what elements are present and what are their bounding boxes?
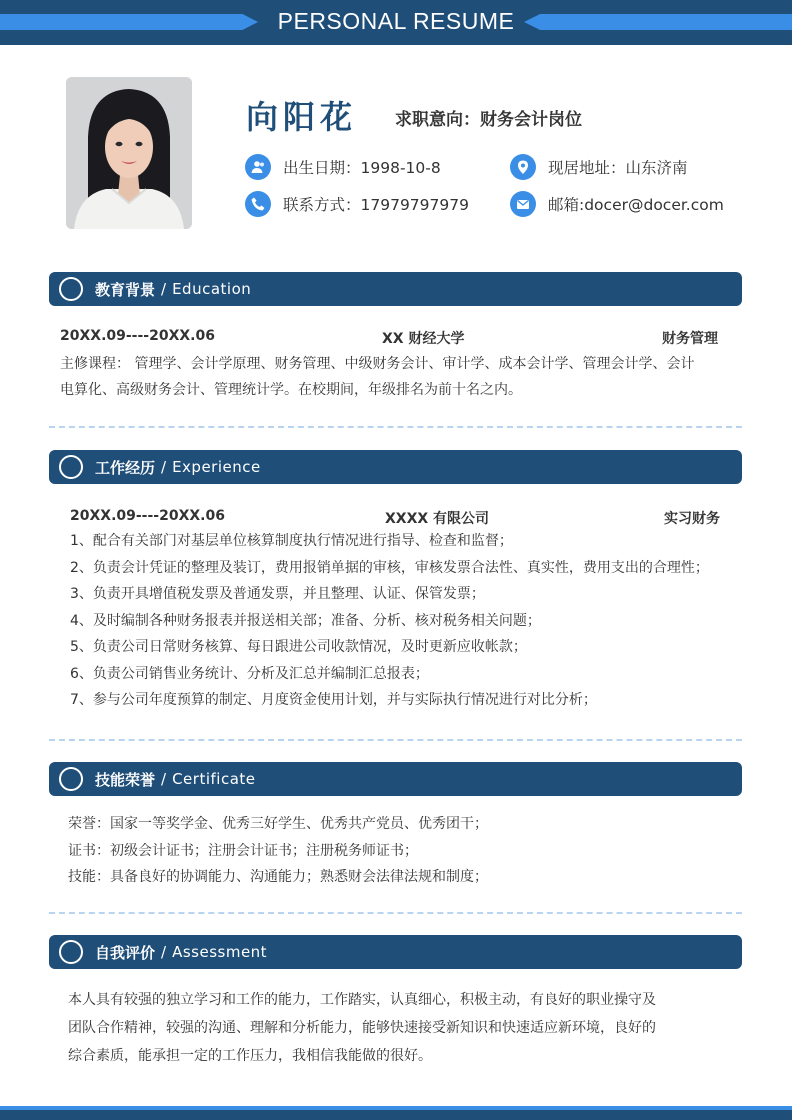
candidate-name: 向阳花: [246, 98, 358, 136]
education-school: XX 财经大学: [382, 331, 465, 347]
education-line: 电算化、高级财务会计、管理统计学。在校期间，年级排名为前十名之内。: [60, 382, 522, 398]
education-date: 20XX.09----20XX.06: [60, 328, 215, 344]
section-title-en: Certificate: [172, 770, 256, 788]
circle-icon: [59, 767, 83, 791]
education-line: 主修课程： 管理学、会计学原理、财务管理、中级财务会计、审计学、成本会计学、管理会计学、会计: [60, 356, 695, 372]
divider: [49, 912, 742, 914]
list-item: 7、参与公司年度预算的制定、月度资金使用计划，并与实际执行情况进行对比分析；: [70, 692, 597, 708]
divider: [49, 426, 742, 428]
birth-info: [245, 154, 441, 180]
experience-role: 实习财务: [664, 511, 720, 527]
assessment-line: 本人具有较强的独立学习和工作的能力，工作踏实，认真细心，积极主动，有良好的职业操守及: [68, 992, 656, 1008]
top-banner: [0, 0, 792, 45]
phone-number: 联系方式：17979797979: [283, 196, 469, 214]
list-item: 证书：初级会计证书；注册会计证书；注册税务师证书；: [68, 842, 418, 859]
title-separator: /: [161, 943, 167, 961]
title-separator: /: [161, 280, 167, 298]
divider: [49, 739, 742, 741]
title-separator: /: [161, 458, 167, 476]
section-assessment-header: [49, 935, 742, 969]
circle-icon: [59, 455, 83, 479]
phone-info: [245, 191, 469, 217]
education-major: 财务管理: [662, 331, 718, 347]
bottom-stripe: [0, 1106, 792, 1110]
section-certificate-header: [49, 762, 742, 796]
list-item: 5、负责公司日常财务核算、每日跟进公司收款情况，及时更新应收帐款；: [70, 639, 527, 655]
assessment-line: 团队合作精神，较强的沟通、理解和分析能力，能够快速接受新知识和快速适应新环境，良好的: [68, 1020, 656, 1036]
list-item: 荣誉：国家一等奖学金、优秀三好学生、优秀共产党员、优秀团干；: [68, 816, 488, 832]
email-info: [510, 191, 724, 217]
certificate-list: [68, 811, 488, 891]
list-item: 技能：具备良好的协调能力、沟通能力；熟悉财会法律法规和制度；: [68, 869, 488, 885]
email-icon: [510, 191, 536, 217]
bottom-banner: [0, 1106, 792, 1120]
banner-title: PERSONAL RESUME: [277, 8, 515, 34]
profile-photo: [66, 77, 192, 229]
location-icon: [510, 154, 536, 180]
section-education-header: [49, 272, 742, 306]
circle-icon: [59, 940, 83, 964]
phone-icon: [245, 191, 271, 217]
experience-date: 20XX.09----20XX.06: [70, 508, 225, 524]
section-experience-header: [49, 450, 742, 484]
section-title-cn: 自我评价: [95, 943, 156, 962]
assessment-line: 综合素质，能承担一定的工作压力，我相信我能做的很好。: [68, 1048, 432, 1064]
person-icon: [245, 154, 271, 180]
list-item: 4、及时编制各种财务报表并报送相关部；准备、分析、核对税务相关问题；: [70, 612, 541, 629]
education-courses: [60, 351, 694, 403]
section-title-cn: 教育背景: [95, 280, 156, 299]
email-address: 邮箱:docer@docer.com: [548, 196, 724, 214]
self-assessment: [68, 986, 656, 1070]
list-item: 6、负责公司销售业务统计、分析及汇总并编制汇总报表；: [70, 665, 429, 682]
experience-company: XXXX 有限公司: [385, 511, 490, 527]
circle-icon: [59, 277, 83, 301]
title-separator: /: [161, 770, 167, 788]
list-item: 2、负责会计凭证的整理及装订，费用报销单据的审核，审核发票合法性、真实性，费用支出的合理性；: [70, 559, 709, 576]
section-title-en: Experience: [172, 458, 261, 476]
home-address: 现居地址：山东济南: [548, 159, 688, 177]
section-title-en: Assessment: [172, 943, 268, 961]
section-title-cn: 工作经历: [95, 458, 156, 477]
experience-duties: [70, 528, 709, 714]
job-objective: 求职意向：财务会计岗位: [395, 110, 582, 130]
section-title-cn: 技能荣誉: [95, 770, 156, 789]
section-title-en: Education: [172, 280, 252, 298]
birth-date: 出生日期：1998-10-8: [283, 159, 441, 177]
list-item: 1、配合有关部门对基层单位核算制度执行情况进行指导、检查和监督；: [70, 533, 513, 549]
address-info: [510, 154, 688, 180]
list-item: 3、负责开具增值税发票及普通发票，并且整理、认证、保管发票；: [70, 586, 485, 602]
